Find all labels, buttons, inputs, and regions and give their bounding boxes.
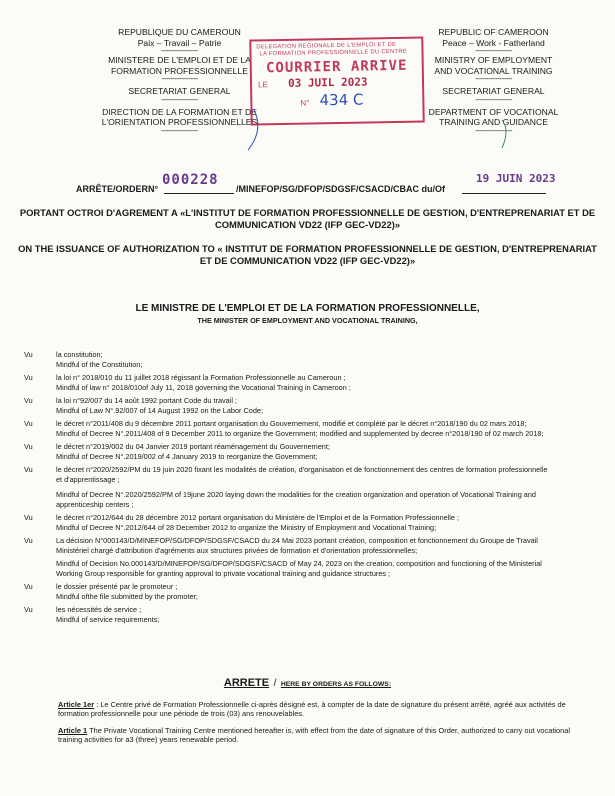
arrete-heading [0,673,615,691]
article-text: The Private Vocational Training Centre mentioned hereafter is, with effect from the date of signature of this Order, authorized to carry out vocational [87,726,571,735]
article-1-en [58,726,598,745]
stamp-line-1: DELEGATION REGIONALE DE L'EMPLOI ET DE [256,41,397,51]
visa-en: Mindful of law n° 2018/010of July 11, 2018 governing the Vocational Training in Cameroon ; [56,383,351,392]
stamp-num-prefix: N° [300,98,310,108]
minister-en: THE MINISTER OF EMPLOYMENT AND VOCATIONAL TRAINING, [197,316,418,325]
visa-en: Mindful of service requirements; [56,615,160,624]
article-text-cont: formation professionnelle pour une période de trois (03) ans renouvelables. [58,709,305,719]
visa-fr: la constitution; [56,350,103,359]
stamp-courrier: COURRIER ARRIVE [265,57,408,77]
visa-en: Mindful of Decree N°.2012/644 of 28 December 2012 to organize the Ministry of Employment and Vocational Training; [56,523,437,532]
divider: -------------------- [161,48,198,55]
vu-label: Vu [24,465,33,474]
title-fr [0,207,615,230]
vu-label: Vu [24,605,33,614]
visa-fr: les nécessités de service ; [56,605,142,614]
visa-fr: La décision N°000143/D/MINEFOP/SG/DFOP/SDGSF/CSACD du 24 Mai 2023 portant création, composition et fonctionnement du Groupe de Travail [56,536,538,545]
order-date: 19 JUIN 2023 [476,172,556,185]
article-text-cont: training activities for a3 (three) years renewable period. [58,735,239,745]
visa-fr: le décret n°2020/2592/PM du 19 juin 2020 fixant les modalités de création, d'organisation et de fonctionnement des centres de formation professionnelle [56,465,548,474]
visa-en: Mindful of Decision No.000143/D/MINEFOP/SG/DFOP/SDGSF/CSACD of May 24, 2023 on the creation, composition and functioning of the Ministerial [56,559,542,568]
article-label: Article 1er [58,700,95,709]
stamp-date-row [252,75,422,91]
left-republic: REPUBLIQUE DU CAMEROUN [118,27,241,37]
divider: -------------------- [475,48,512,55]
article-1-fr [58,700,598,719]
divider: -------------------- [161,127,198,135]
visa-fr: la loi n°92/007 du 14 août 1992 portant Code du travail ; [56,396,238,405]
left-ministry: MINISTERE DE L'EMPLOI ET DE LA [108,55,251,65]
visa-fr: le dossier présenté par le promoteur ; [56,582,178,591]
right-secretariat: SECRETARIAT GENERAL [442,86,545,96]
divider: -------------------- [161,76,198,83]
order-number-blank [164,193,234,194]
order-line [76,172,596,196]
vu-label: Vu [24,396,33,405]
visa-en: Mindful ofthe file submitted by the promoter; [56,592,198,601]
left-direction-2: L'ORIENTATION PROFESSIONNELLES [101,117,258,127]
vu-label: Vu [24,350,33,359]
stamp-line-2: LA FORMATION PROFESSIONNELLE DU CENTRE [259,48,408,58]
title-en-line-1: ON THE ISSUANCE OF AUTHORIZATION TO « INSTITUT DE FORMATION PROFESSIONNELLE DE GESTION, D'ENTREPRENARIAT [18,243,597,254]
visa-fr: le décret n°2012/644 du 28 décembre 2012 portant organisation du Ministère de l'Emploi et de la Formation Professionnelle ; [56,513,460,522]
visa-en-cont: apprenticeship centers ; [56,500,134,509]
divider: -------------------- [161,96,198,104]
right-department: DEPARTMENT OF VOCATIONAL [428,106,559,117]
visa-fr: la loi n° 2018/010 du 11 juillet 2018 régissant la Formation Professionnelle au Cameroun ; [56,373,346,382]
order-reference: /MINEFOP/SG/DFOP/SDGSF/CSACD/CBAC du/Of [236,184,446,194]
visa-fr-cont: Ministériel chargé d'attribution d'agréments aux structures privées de formation et d'orientation professionnelles; [56,546,418,555]
article-text: : Le Centre privé de Formation Professionnelle ci-après désigné est, à compter de la date de signature du présent arrêté, agréé aux activités de [94,700,566,709]
stamp-date-prefix: LE [257,80,268,90]
order-date-blank [462,193,546,194]
vu-label: Vu [24,419,33,428]
vu-label: Vu [24,582,33,591]
left-ministry-2: FORMATION PROFESSIONNELLE [111,65,248,76]
visa-list [0,350,615,660]
vu-label: Vu [24,373,33,382]
pen-marks [240,100,540,180]
vu-label: Vu [24,513,33,522]
divider: -------------------- [475,96,512,104]
title-en [0,243,615,266]
visa-en: Mindful of Decree N°.2020/2592/PM of 19june 2020 laying down the modalities for the creation organization and operation of Vocational Training and [56,490,536,499]
title-en-line-2: ET DE COMMUNICATION VD22 (IFP GEC-VD22)» [199,254,416,266]
visa-en-cont: Working Group responsible for granting approval to private vocational training and guidance structures ; [56,569,391,578]
visa-fr: le décret n°2011/408 du 9 décembre 2011 portant organisation du Gouvernement, modifié et complété par le décret n°2018/190 du 02 mars 2018; [56,419,527,428]
title-fr-line-1: PORTANT OCTROI D'AGREMENT A «L'INSTITUT DE FORMATION PROFESSIONNELLE DE GESTION, D'ENTREPRENARIAT ET DE [19,207,596,218]
right-motto: Peace – Work - Fatherland [442,37,545,48]
right-ministry-2: AND VOCATIONAL TRAINING [434,65,553,76]
visa-en: Mindful of the Constitution; [56,360,143,369]
left-secretariat: SECRETARIAT GENERAL [128,86,231,96]
article-label: Article 1 [58,726,88,735]
visa-en: Mindful of Law N°.92/007 of 14 August 1992 on the Labor Code; [56,406,263,415]
stamp-date: 03 JUIL 2023 [287,75,368,90]
visa-en: Mindful of Decree N°.2019/002 of 4 January 2019 to reorganize the Government; [56,452,318,461]
stamp-number: 434 C [319,90,364,110]
right-republic: REPUBLIC OF CAMEROON [438,27,549,37]
title-fr-line-2: COMMUNICATION VD22 (IFP GEC-VD22)» [214,218,401,230]
order-number: 000228 [162,172,219,188]
visa-fr-cont: et d'apprentissage ; [56,475,120,484]
vu-label: Vu [24,442,33,451]
left-direction: DIRECTION DE LA FORMATION ET DE [102,106,257,117]
order-label: ARRÊTE/ORDERN° [76,184,159,194]
visa-en: Mindful of Decree N°.2011/408 of 9 December 2011 to organize the Government; modified and supplemented by decree n°2018/190 of 02 march 2018; [56,429,544,438]
arrete-separator: / [273,678,277,689]
vu-label: Vu [24,536,33,545]
right-ministry: MINISTRY OF EMPLOYMENT [434,55,553,65]
divider: -------------------- [475,76,512,83]
minister-fr: LE MINISTRE DE L'EMPLOI ET DE LA FORMATION PROFESSIONNELLE, [135,303,480,314]
left-motto: Paix – Travail – Patrie [137,37,222,48]
arrete-title: ARRETE [223,677,270,689]
divider: -------------------- [475,127,512,135]
visa-fr: le décret n°2019/002 du 04 Janvier 2019 portant réaménagement du Gouvernement; [56,442,330,451]
right-department-2: TRAINING AND GUIDANCE [439,117,548,127]
arrete-subtitle: HERE BY ORDERS AS FOLLOWS: [280,681,392,688]
